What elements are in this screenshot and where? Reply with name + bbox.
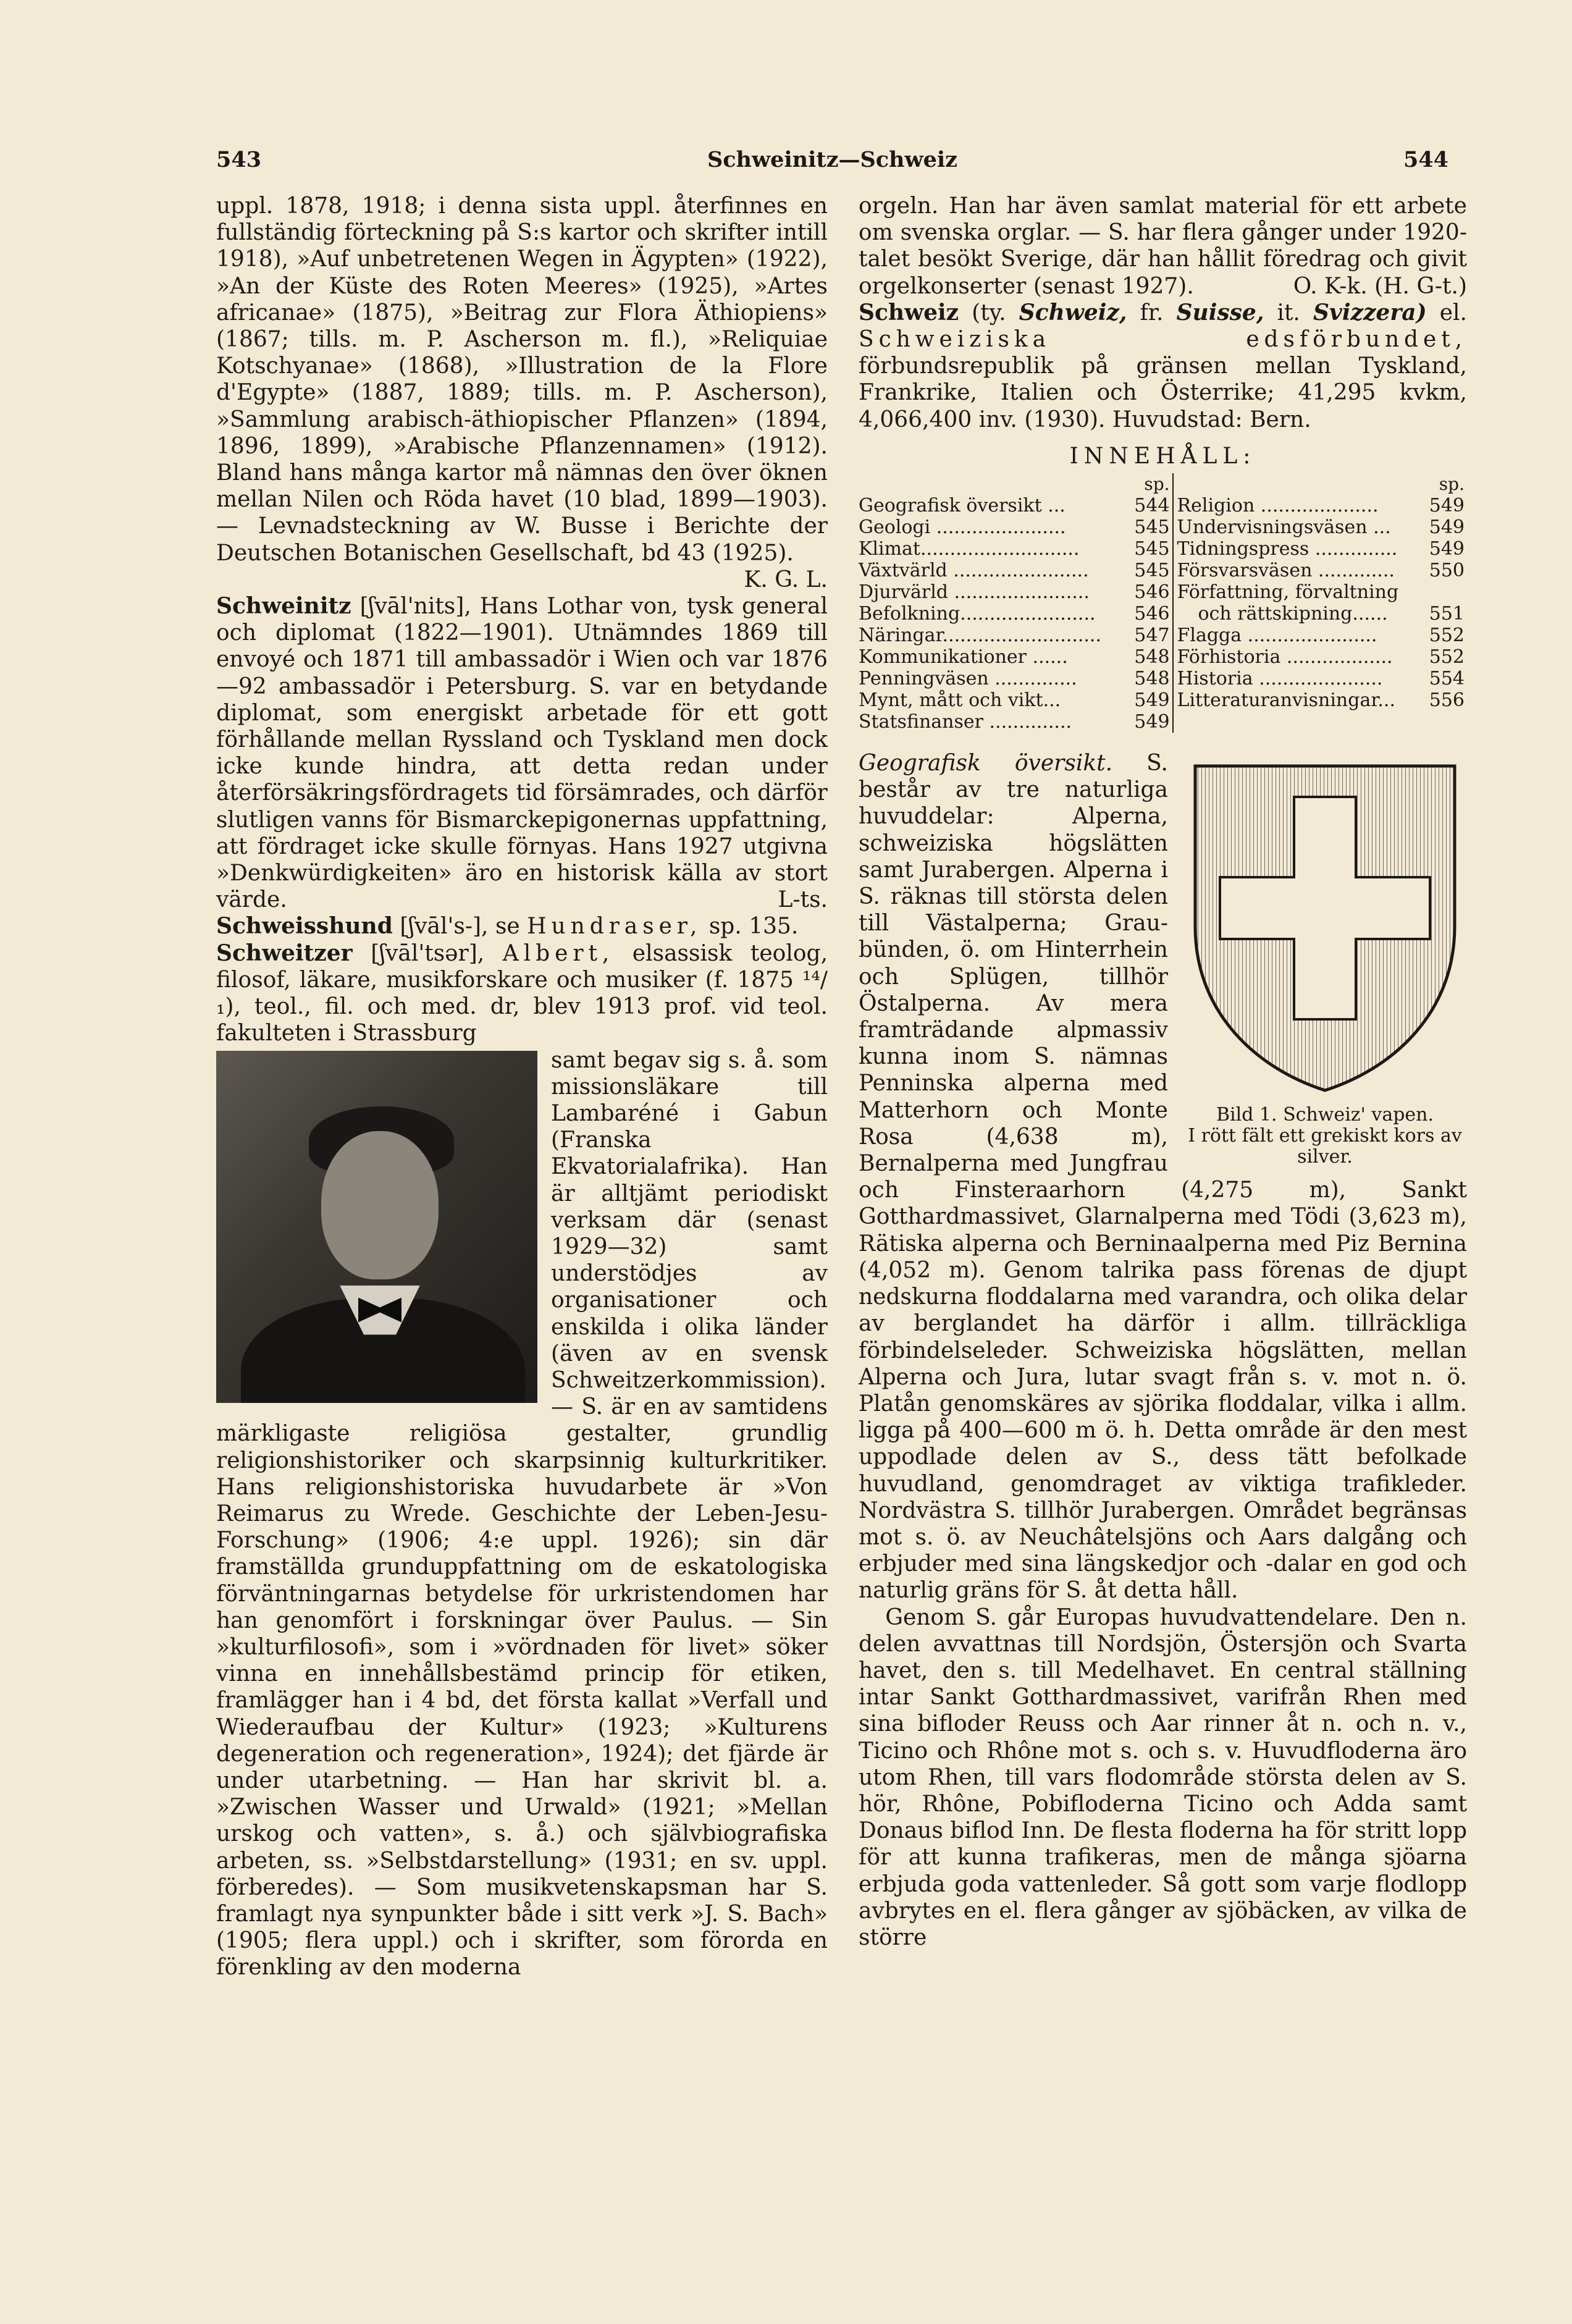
contents-page-number: 549 [1429,495,1465,517]
contents-row [859,689,1467,711]
entry-text: Genom S. går Europas huvudvattendelare. Den n. delen avvattnas till Nordsjön, Östersjön och Svarta havet, den s. till Medelhavet. En central ställning intar Sankt Gotthardmassivet, varifrån Rhen med sina bifloder Reuss och Aar rinner åt n. och n. v., Ticino och Rhône mot s. och s. v. Huvudfloderna äro utom Rhen, till vars flodområde största delen av S. hör, Rhône, Pobifloderna Ticino och Adda samt Donaus biflod Inn. De flesta floderna ha för stritt lopp för att kunna trafikeras, men de många sjöarna erbjuda goda vattenleder. Så gott som varje flodlopp avbrytes en el. flera gånger av sjöbäcken, av vilka de större [859,1604,1467,1950]
contents-topic-link[interactable]: Flagga ...................... [1177,625,1377,647]
contents-row [859,646,1467,668]
running-title: Schweinitz—Schweiz [707,147,958,172]
entry-text: el. [1439,300,1467,326]
entry-text: fr. [1140,300,1164,326]
contents-row [859,625,1467,646]
contents-topic-link[interactable]: och rättskipning...... [1198,603,1388,625]
contents-row [859,668,1467,689]
contents-topic-link[interactable]: Författning, förvaltning [1177,581,1399,604]
contents-row [859,711,1467,733]
entry-schweisshund [216,913,828,940]
page-number-right: 544 [1403,147,1448,172]
contents-page-number: 548 [1134,668,1172,689]
contents-row [859,538,1467,560]
contents-page-number: 546 [1134,603,1172,625]
contents-row [859,495,1467,516]
contents-page-number: 547 [1134,625,1172,646]
contents-topic-link[interactable]: Förhistoria .................. [1177,646,1393,668]
contents-page-number: 549 [1429,538,1465,560]
contents-page-number: 551 [1429,603,1465,625]
contents-page-number: 544 [1134,495,1172,516]
caption-text: I rött fält ett grekiskt kors av silver. [1188,1125,1462,1168]
name-italian: Svizzera) [1313,299,1427,326]
column-label-sp: sp. [1134,473,1172,495]
entry-name: Albert, [502,940,615,966]
entry-text: samt begav sig s. å. som missionsläkare till Lambaréné i Gabun (Franska Ekvatorialafrika). Han är alltjämt periodiskt verksam där (senast 1929—32) samt understödjes av organisationer och enskilda i olika länder (även av en svensk Schweitzerkommission). — S. är en av samtidens märkligaste religiösa gestalter, grundlig religionshistoriker och skarpsinnig kulturkritiker. Hans religionshistoriska huvudarbete är »Von Reimarus zu Wrede. Geschichte der Leben-Jesu-Forschung» (1906; 4:e uppl. 1926); sin där framställda grunduppfattning om de eskatologiska förväntningarnas betydelse för urkristendomen har han genomfört i forskningar över Paulus. — Sin »kulturfilosofi», som i »vördnaden för livet» söker vinna en innehållsbestämd princip för etiken, framlägger han i 4 bd, det första kallat »Verfall und Wiederaufbau der Kultur» (1923; »Kulturens degeneration och regeneration», 1924); det fjärde är under utarbetning. — Han har skrivit bl. a. »Zwischen Wasser und Urwald» (1921; »Mellan urskog och vatten», s. å.) och självbiografiska arbeten, ss. »Selbstdarstellung» (1931; en sv. uppl. förberedes). — Som musikvetenskapsman har S. framlagt nya synpunkter både i sitt verk »J. S. Bach» (1905; flera uppl.) och i skrifter, som förorda en förenkling av den moderna [216,1047,828,1981]
contents-page-number: 545 [1134,516,1172,538]
entry-text: sp. 135. [708,914,799,940]
contents-page-number: 552 [1429,646,1465,668]
contents-topic-link[interactable]: Kommunikationer ...... [859,646,1068,668]
contents-page-number: 548 [1134,646,1172,668]
contents-topic-link[interactable]: Geologi ...................... [859,516,1066,539]
contents-topic-link[interactable]: Tidningspress .............. [1177,538,1398,560]
contents-page-number: 549 [1134,711,1172,733]
contents-topic-link[interactable]: Penningväsen .............. [859,668,1077,690]
contents-topic-link[interactable]: Statsfinanser .............. [859,711,1072,733]
entry-headword: Schweitzer [216,940,353,966]
entry-text: bünden, ö. om Hinterrhein och Splügen, tillhör Östalperna. Av mera framträdande alpmassiv kunna inom S. nämnas Penninska alperna med Matterhorn och Monte Rosa (4,638 m), Bernalperna med Jungfrau och Finsteraarhorn (4,275 m), Sankt Gotthardmassivet, Glarnalperna med Tödi (3,623 m), Rätiska alperna och Berninaalperna med Piz Bernina (4,052 m). Genom talrika pass förenas de djupt nedskurna floddalarna med varandra, och olika delar av berglandet ha därför i allm. tillräckliga förbindelseleder. Schweiziska högslätten, mellan Alperna och Jura, lutar svagt från s. v. mot n. ö. Platån genomskäres av sjörika floddalar, vilka i allm. ligga på 400—600 m ö. h. Detta område är den mest uppodlade delen av S., dess tätt befolkade huvudland, genomdraget av viktiga trafikleder. Nordvästra S. tillhör Jurabergen. Området begränsas mot s. ö. av Neuchâtelsjöns och Aars dalgång och erbjuder med sina längskedjor och -dalar en god och naturlig gräns för S. åt detta håll. [859,937,1467,1604]
right-column [859,193,1467,1951]
entry-continuation [859,193,1467,300]
cross-reference-link[interactable]: Hundraser, [527,914,702,940]
author-signature: K. G. L. [744,566,828,592]
contents-topic-link[interactable]: Näringar........................... [859,625,1102,647]
contents-page-number: 549 [1134,689,1172,711]
contents-heading: INNEHÅLL: [1069,443,1256,469]
contents-topic-link[interactable]: Mynt, mått och vikt... [859,689,1061,712]
page-number-left: 543 [216,147,262,172]
entry-text: förbundsrepublik på gränsen mellan Tyskland, Frankrike, Italien och Österrike; 41,295 kvkm, 4,066,400 inv. (1930). Huvudstad: Bern. [859,353,1467,432]
contents-page-number: 546 [1134,581,1172,603]
entry-headword: Schweisshund [216,913,393,940]
contents-topic-link[interactable]: Litteraturanvisningar... [1177,689,1395,712]
entry-schweiz [859,300,1467,433]
entry-text: tysk general och diplomat (1822—1901). Utnämndes 1869 till envoyé och 1871 till ambassadör i Wien och var 1876—92 ambassadör i Petersburg. S. var en betydande diplomat, som energiskt arbetade för ett gott förhållande mellan Ryssland och Tyskland men dock icke kunde hindra, att detta redan under återförsäkringsfördragets tid försämrades, och därför slutligen vanns för Bismarckepigonernas uppfattning, att fördraget icke skulle förnyas. Hans 1927 utgivna »Denkwürdigkeiten» äro en historisk källa av stort värde. [216,594,828,913]
contents-topic-link[interactable]: Geografisk översikt ... [859,495,1066,517]
contents-topic-link[interactable]: Djurvärld ....................... [859,581,1090,604]
contents-page-number: 545 [1134,538,1172,560]
entry-text: it. [1277,300,1300,326]
swiss-shield-icon [1183,754,1467,1100]
official-name: Schweiziska edsförbundet, [859,327,1467,353]
contents-page-number: 552 [1429,625,1465,647]
contents-page-number [1429,711,1467,733]
contents-row [859,603,1467,625]
entry-headword: Schweiz [859,299,959,326]
contents-topic-link[interactable]: Försvarsväsen ............. [1177,560,1395,582]
name-german: Schweiz, [1019,299,1127,326]
figure-caption [1183,1105,1467,1168]
contents-row [859,581,1467,603]
author-signature: L-ts. [778,887,828,913]
contents-topic-link [1173,711,1429,733]
author-signature: O. K-k. (H. G-t.) [1293,273,1467,299]
entry-schweitzer [216,940,828,1047]
contents-row [859,516,1467,538]
contents-topic-link[interactable]: Klimat........................... [859,538,1080,560]
entry-text: elsassisk teolog, filosof, läkare, musikforskare och musiker (f. 1875 ¹⁴/₁), teol., fil. och med. dr, blev 1913 prof. vid teol. fakulteten i Strassburg [216,940,828,1046]
contents-topic-link[interactable]: Historia ..................... [1177,668,1383,690]
section-heading: Geografisk översikt. [859,751,1113,777]
entry-pronunciation: [ʃvāl's-], se [400,914,520,940]
caption-title: Bild 1. Schweiz' vapen. [1216,1104,1434,1126]
entry-schweinitz-hans [216,593,828,913]
name-french: Suisse, [1176,299,1264,326]
entry-text: uppl. 1878, 1918; i denna sista uppl. återfinnes en fullständig förteckning på S:s kartor och skrifter intill 1918), »Auf unbetretenen Wegen in Ägypten» (1922), »An der Küste des Roten Meeres» (1925), »Artes africanae» (1875), »Beitrag zur Flora Äthiopiens» (1867; tills. m. P. Ascherson m. fl.), »Reliquiae Kotschyanae» (1868), »Illustration de la Flore d'Egypte» (1887, 1889; tills. m. P. Ascherson), »Sammlung arabisch-äthiopischer Pflanzen» (1894, 1896, 1899), »Arabische Pflanzennamen» (1912). Bland hans många kartor må nämnas den över öknen mellan Nilen och Röda havet (10 blad, 1899—1903). — Levnadsteckning av W. Busse i Berichte der Deutschen Botanischen Gesellschaft, bd 43 (1925). [216,193,828,566]
contents-page-number: 549 [1429,516,1465,539]
column-label-sp: sp. [1439,474,1465,495]
contents-topic-link[interactable]: Religion .................... [1177,495,1379,517]
page-header [216,147,1448,178]
contents-row [859,560,1467,581]
contents-page-number: 556 [1429,689,1465,712]
portrait-photo [216,1051,537,1403]
contents-page-number: 554 [1429,668,1465,690]
entry-continuation [216,193,828,592]
contents-topic-link[interactable]: Undervisningsväsen ... [1177,516,1391,539]
entry-text: orgeln. Han har även samlat material för ett arbete om svenska orglar. — S. har flera gånger under 1920-talet besökt Sverige, där han hållit föredrag och givit orgelkonserter (senast 1927). [859,193,1467,299]
section-paragraph [859,1604,1467,1951]
coat-of-arms-figure [1183,754,1467,1168]
entry-text: (ty. [972,300,1006,326]
contents-table [859,473,1467,733]
left-column [216,193,828,1981]
entry-text: S. består av tre naturliga huvuddelar: Alperna, schweiziska högslätten samt Jurabergen. Alperna i S. räknas till största delen till Västalperna; Grau- [859,751,1168,937]
entry-name: [ʃvāl'nits], Hans Lothar von, [359,594,678,620]
contents-page-number: 545 [1134,560,1172,581]
contents-page-number: 550 [1429,560,1465,582]
contents-page-number [1429,581,1467,603]
contents-topic-link[interactable]: Växtvärld ....................... [859,560,1089,582]
entry-headword: Schweinitz [216,593,351,620]
entry-pronunciation: [ʃvāl'tsər], [371,940,485,966]
contents-topic-link[interactable]: Befolkning....................... [859,603,1096,625]
